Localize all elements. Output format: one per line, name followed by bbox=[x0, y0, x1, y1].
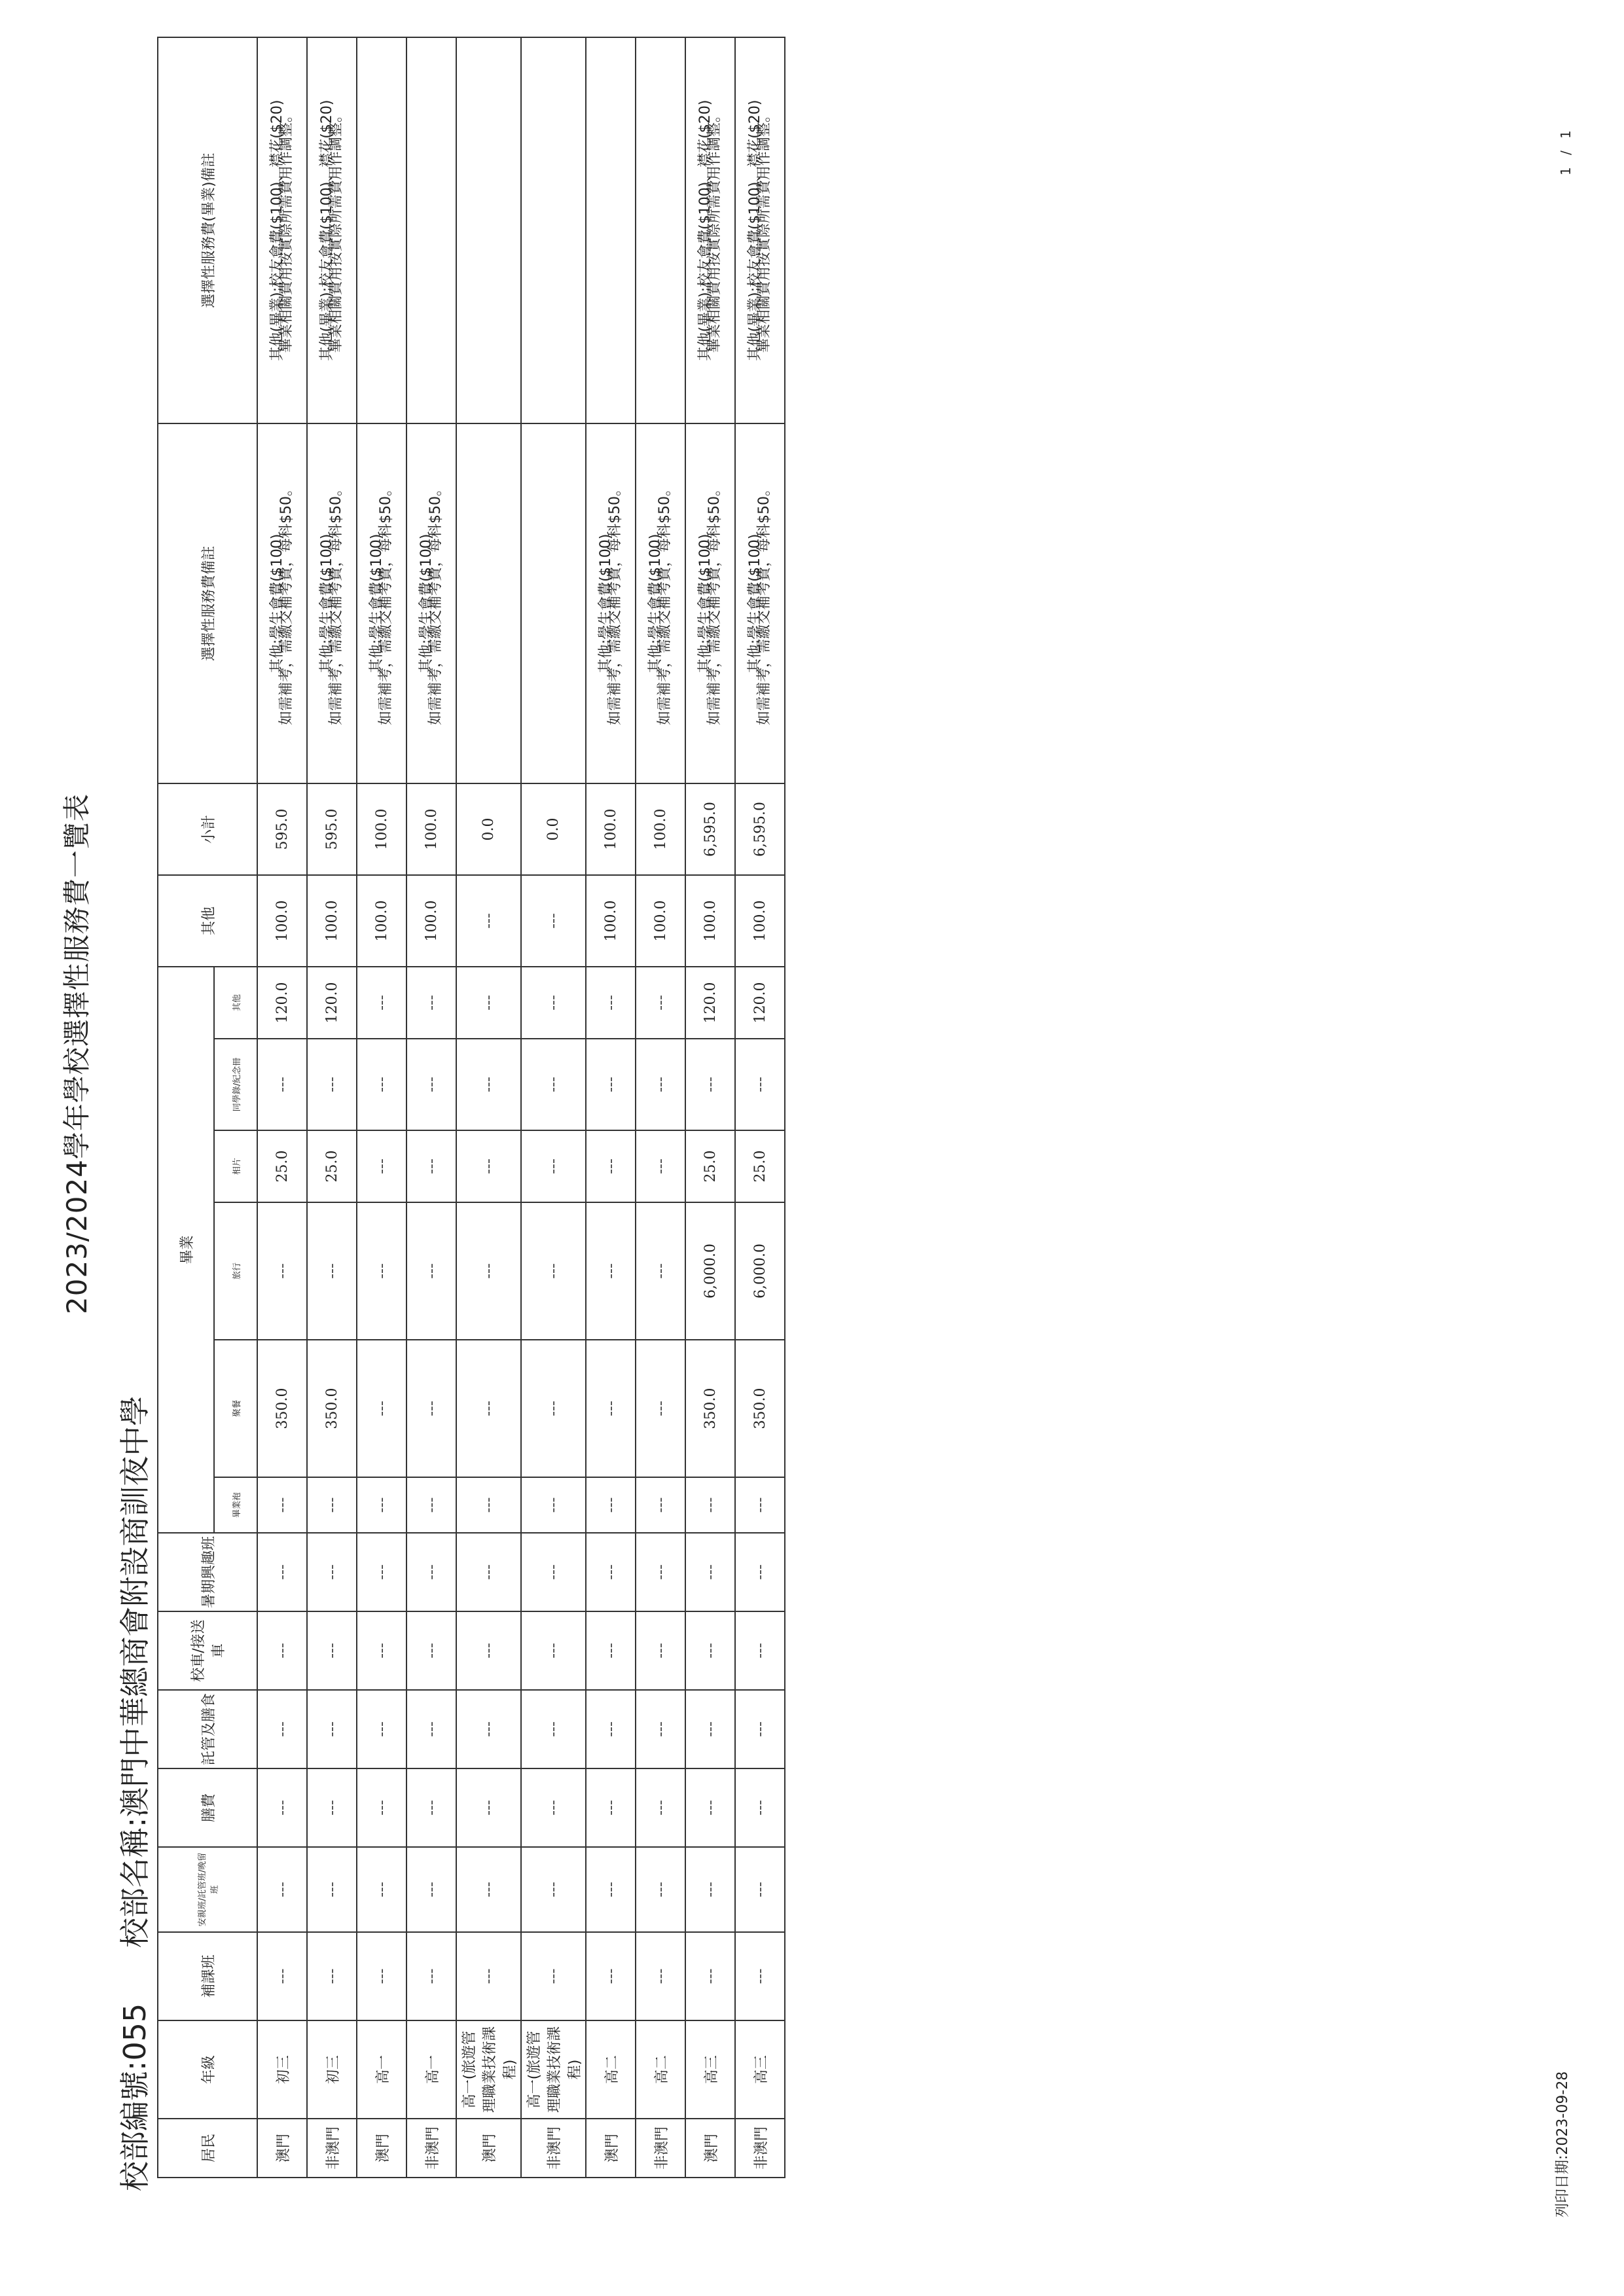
summer-cell: --- bbox=[685, 1533, 735, 1611]
tutorial-cell: --- bbox=[456, 1932, 521, 2020]
tutorial-cell: --- bbox=[685, 1932, 735, 2020]
meal-cell: --- bbox=[685, 1768, 735, 1847]
resident-cell: 非澳門 bbox=[636, 2119, 685, 2178]
tutorial-cell: --- bbox=[257, 1932, 307, 2020]
photo-cell: --- bbox=[586, 1130, 636, 1202]
table-row bbox=[521, 37, 586, 2178]
yearbook-cell: --- bbox=[521, 1039, 586, 1130]
header-note: 選擇性服務費備註 bbox=[158, 423, 257, 783]
care-cell: --- bbox=[357, 1847, 406, 1932]
gown-cell: --- bbox=[456, 1477, 521, 1533]
tutorial-cell: --- bbox=[307, 1932, 357, 2020]
subtotal-cell: 100.0 bbox=[406, 783, 456, 875]
summer-cell: --- bbox=[307, 1533, 357, 1611]
bus-cell: --- bbox=[521, 1611, 586, 1690]
other-cell: 100.0 bbox=[257, 875, 307, 967]
table-row bbox=[636, 37, 685, 2178]
note-cell: 其他:學生會費($100) 如需補考，需繳交補考費，每科$50。 bbox=[307, 423, 357, 783]
table-row bbox=[735, 37, 785, 2178]
note-cell bbox=[456, 423, 521, 783]
header-graduation: 畢業 bbox=[158, 967, 214, 1533]
grad-note-cell bbox=[521, 37, 586, 423]
other-cell: 100.0 bbox=[406, 875, 456, 967]
note-cell: 其他:學生會費($100) 如需補考，需繳交補考費，每科$50。 bbox=[406, 423, 456, 783]
header-photo: 相片 bbox=[214, 1130, 257, 1202]
care-cell: --- bbox=[257, 1847, 307, 1932]
photo-cell: --- bbox=[521, 1130, 586, 1202]
photo-cell: 25.0 bbox=[735, 1130, 785, 1202]
grade-cell: 高一(旅遊管理職業技術課程) bbox=[456, 2020, 521, 2119]
grad-other-cell: 120.0 bbox=[307, 967, 357, 1039]
school-code: 校部編號:055 bbox=[117, 2003, 153, 2191]
trip-cell: --- bbox=[307, 1202, 357, 1340]
grad-note-cell: 其他(畢業):校友會費($100)、襟花($20) 畢業相關費用按實際所需費用作調整。 bbox=[685, 37, 735, 423]
table-row bbox=[357, 37, 406, 2178]
yearbook-cell: --- bbox=[586, 1039, 636, 1130]
summer-cell: --- bbox=[257, 1533, 307, 1611]
tutorial-cell: --- bbox=[735, 1932, 785, 2020]
grad-other-cell: --- bbox=[357, 967, 406, 1039]
grad-note-cell: 其他(畢業):校友會費($100)、襟花($20) 畢業相關費用按實際所需費用作調整。 bbox=[307, 37, 357, 423]
subtotal-cell: 0.0 bbox=[456, 783, 521, 875]
resident-cell: 澳門 bbox=[586, 2119, 636, 2178]
gown-cell: --- bbox=[257, 1477, 307, 1533]
grade-cell: 高三 bbox=[685, 2020, 735, 2119]
note-cell: 其他:學生會費($100) 如需補考，需繳交補考費，每科$50。 bbox=[586, 423, 636, 783]
summer-cell: --- bbox=[406, 1533, 456, 1611]
subtotal-cell: 6,595.0 bbox=[685, 783, 735, 875]
photo-cell: 25.0 bbox=[257, 1130, 307, 1202]
header-childcare: 託管及膳食 bbox=[158, 1690, 257, 1768]
grad-other-cell: 120.0 bbox=[257, 967, 307, 1039]
grade-cell: 初三 bbox=[257, 2020, 307, 2119]
note-cell: 其他:學生會費($100) 如需補考，需繳交補考費，每科$50。 bbox=[636, 423, 685, 783]
grade-cell: 高二 bbox=[636, 2020, 685, 2119]
grad-other-cell: 120.0 bbox=[735, 967, 785, 1039]
trip-cell: --- bbox=[406, 1202, 456, 1340]
subtotal-cell: 100.0 bbox=[586, 783, 636, 875]
grad-note-cell bbox=[406, 37, 456, 423]
grad-other-cell: --- bbox=[586, 967, 636, 1039]
gown-cell: --- bbox=[357, 1477, 406, 1533]
summer-cell: --- bbox=[521, 1533, 586, 1611]
header-trip: 旅行 bbox=[214, 1202, 257, 1340]
bus-cell: --- bbox=[257, 1611, 307, 1690]
subtotal-cell: 6,595.0 bbox=[735, 783, 785, 875]
header-grad-note: 選擇性服務費(畢業)備註 bbox=[158, 37, 257, 423]
note-cell bbox=[521, 423, 586, 783]
tutorial-cell: --- bbox=[406, 1932, 456, 2020]
header-yearbook: 同學錄/紀念冊 bbox=[214, 1039, 257, 1130]
gown-cell: --- bbox=[586, 1477, 636, 1533]
childcare-cell: --- bbox=[685, 1690, 735, 1768]
trip-cell: --- bbox=[257, 1202, 307, 1340]
gown-cell: --- bbox=[406, 1477, 456, 1533]
header-gown: 畢業袍 bbox=[214, 1477, 257, 1533]
dinner-cell: --- bbox=[406, 1340, 456, 1477]
other-cell: 100.0 bbox=[357, 875, 406, 967]
yearbook-cell: --- bbox=[357, 1039, 406, 1130]
grad-note-cell: 其他(畢業):校友會費($100)、襟花($20) 畢業相關費用按實際所需費用作調整。 bbox=[257, 37, 307, 423]
tutorial-cell: --- bbox=[357, 1932, 406, 2020]
care-cell: --- bbox=[586, 1847, 636, 1932]
dinner-cell: --- bbox=[636, 1340, 685, 1477]
gown-cell: --- bbox=[735, 1477, 785, 1533]
fee-table bbox=[157, 37, 785, 2178]
meal-cell: --- bbox=[586, 1768, 636, 1847]
header-grad-other: 其他 bbox=[214, 967, 257, 1039]
grad-note-cell bbox=[357, 37, 406, 423]
trip-cell: --- bbox=[521, 1202, 586, 1340]
summer-cell: --- bbox=[456, 1533, 521, 1611]
grad-other-cell: --- bbox=[456, 967, 521, 1039]
table-row bbox=[456, 37, 521, 2178]
photo-cell: 25.0 bbox=[685, 1130, 735, 1202]
header-care: 安親班/託管班/晚留班 bbox=[158, 1847, 257, 1932]
header-tutorial: 補課班 bbox=[158, 1932, 257, 2020]
dinner-cell: 350.0 bbox=[307, 1340, 357, 1477]
header-meal: 膳費 bbox=[158, 1768, 257, 1847]
childcare-cell: --- bbox=[357, 1690, 406, 1768]
table-row bbox=[586, 37, 636, 2178]
trip-cell: 6,000.0 bbox=[735, 1202, 785, 1340]
tutorial-cell: --- bbox=[521, 1932, 586, 2020]
print-date: 列印日期:2023-09-28 bbox=[1555, 2071, 1571, 2217]
resident-cell: 澳門 bbox=[456, 2119, 521, 2178]
bus-cell: --- bbox=[586, 1611, 636, 1690]
yearbook-cell: --- bbox=[735, 1039, 785, 1130]
childcare-cell: --- bbox=[456, 1690, 521, 1768]
dinner-cell: --- bbox=[357, 1340, 406, 1477]
grad-other-cell: --- bbox=[406, 967, 456, 1039]
bus-cell: --- bbox=[456, 1611, 521, 1690]
childcare-cell: --- bbox=[636, 1690, 685, 1768]
other-cell: 100.0 bbox=[636, 875, 685, 967]
childcare-cell: --- bbox=[307, 1690, 357, 1768]
care-cell: --- bbox=[735, 1847, 785, 1932]
other-cell: 100.0 bbox=[685, 875, 735, 967]
bus-cell: --- bbox=[636, 1611, 685, 1690]
meal-cell: --- bbox=[307, 1768, 357, 1847]
header-bus: 校車/接送車 bbox=[158, 1611, 257, 1690]
gown-cell: --- bbox=[636, 1477, 685, 1533]
tutorial-cell: --- bbox=[636, 1932, 685, 2020]
yearbook-cell: --- bbox=[685, 1039, 735, 1130]
resident-cell: 澳門 bbox=[685, 2119, 735, 2178]
dinner-cell: --- bbox=[586, 1340, 636, 1477]
photo-cell: 25.0 bbox=[307, 1130, 357, 1202]
resident-cell: 非澳門 bbox=[521, 2119, 586, 2178]
grade-cell: 初三 bbox=[307, 2020, 357, 2119]
header-resident: 居民 bbox=[158, 2119, 257, 2178]
resident-cell: 澳門 bbox=[257, 2119, 307, 2178]
dinner-cell: 350.0 bbox=[257, 1340, 307, 1477]
meal-cell: --- bbox=[521, 1768, 586, 1847]
childcare-cell: --- bbox=[521, 1690, 586, 1768]
note-cell: 其他:學生會費($100) 如需補考，需繳交補考費，每科$50。 bbox=[257, 423, 307, 783]
page-number: 1 / 1 bbox=[1558, 126, 1574, 175]
tutorial-cell: --- bbox=[586, 1932, 636, 2020]
dinner-cell: --- bbox=[521, 1340, 586, 1477]
resident-cell: 非澳門 bbox=[735, 2119, 785, 2178]
yearbook-cell: --- bbox=[406, 1039, 456, 1130]
grade-cell: 高一 bbox=[406, 2020, 456, 2119]
page-title: 2023/2024學年學校選擇性服務費一覽表 bbox=[61, 793, 93, 1314]
childcare-cell: --- bbox=[406, 1690, 456, 1768]
note-cell: 其他:學生會費($100) 如需補考，需繳交補考費，每科$50。 bbox=[685, 423, 735, 783]
trip-cell: 6,000.0 bbox=[685, 1202, 735, 1340]
trip-cell: --- bbox=[636, 1202, 685, 1340]
grad-note-cell bbox=[456, 37, 521, 423]
summer-cell: --- bbox=[357, 1533, 406, 1611]
note-cell: 其他:學生會費($100) 如需補考，需繳交補考費，每科$50。 bbox=[357, 423, 406, 783]
meal-cell: --- bbox=[257, 1768, 307, 1847]
trip-cell: --- bbox=[456, 1202, 521, 1340]
resident-cell: 非澳門 bbox=[307, 2119, 357, 2178]
summer-cell: --- bbox=[636, 1533, 685, 1611]
fee-table-body bbox=[257, 37, 785, 2178]
care-cell: --- bbox=[636, 1847, 685, 1932]
school-name: 校部名稱:澳門中華總商會附設商訓夜中學 bbox=[117, 1395, 153, 1948]
meal-cell: --- bbox=[636, 1768, 685, 1847]
grad-other-cell: --- bbox=[636, 967, 685, 1039]
meal-cell: --- bbox=[735, 1768, 785, 1847]
summer-cell: --- bbox=[586, 1533, 636, 1611]
childcare-cell: --- bbox=[735, 1690, 785, 1768]
table-row bbox=[406, 37, 456, 2178]
table-row bbox=[307, 37, 357, 2178]
photo-cell: --- bbox=[636, 1130, 685, 1202]
subtotal-cell: 100.0 bbox=[357, 783, 406, 875]
gown-cell: --- bbox=[685, 1477, 735, 1533]
grad-other-cell: --- bbox=[521, 967, 586, 1039]
summer-cell: --- bbox=[735, 1533, 785, 1611]
grade-cell: 高一 bbox=[357, 2020, 406, 2119]
other-cell: 100.0 bbox=[586, 875, 636, 967]
grad-note-cell: 其他(畢業):校友會費($100)、襟花($20) 畢業相關費用按實際所需費用作調整。 bbox=[735, 37, 785, 423]
yearbook-cell: --- bbox=[257, 1039, 307, 1130]
grad-note-cell bbox=[636, 37, 685, 423]
other-cell: --- bbox=[521, 875, 586, 967]
dinner-cell: 350.0 bbox=[735, 1340, 785, 1477]
meal-cell: --- bbox=[406, 1768, 456, 1847]
care-cell: --- bbox=[307, 1847, 357, 1932]
table-row bbox=[685, 37, 735, 2178]
bus-cell: --- bbox=[406, 1611, 456, 1690]
care-cell: --- bbox=[406, 1847, 456, 1932]
grade-cell: 高二 bbox=[586, 2020, 636, 2119]
header-other: 其他 bbox=[158, 875, 257, 967]
resident-cell: 澳門 bbox=[357, 2119, 406, 2178]
meal-cell: --- bbox=[357, 1768, 406, 1847]
care-cell: --- bbox=[685, 1847, 735, 1932]
subtotal-cell: 595.0 bbox=[257, 783, 307, 875]
childcare-cell: --- bbox=[586, 1690, 636, 1768]
subtotal-cell: 0.0 bbox=[521, 783, 586, 875]
bus-cell: --- bbox=[735, 1611, 785, 1690]
trip-cell: --- bbox=[586, 1202, 636, 1340]
header-subtotal: 小計 bbox=[158, 783, 257, 875]
care-cell: --- bbox=[456, 1847, 521, 1932]
gown-cell: --- bbox=[521, 1477, 586, 1533]
other-cell: --- bbox=[456, 875, 521, 967]
subtotal-cell: 100.0 bbox=[636, 783, 685, 875]
table-row bbox=[257, 37, 307, 2178]
photo-cell: --- bbox=[357, 1130, 406, 1202]
yearbook-cell: --- bbox=[456, 1039, 521, 1130]
photo-cell: --- bbox=[456, 1130, 521, 1202]
subtotal-cell: 595.0 bbox=[307, 783, 357, 875]
childcare-cell: --- bbox=[257, 1690, 307, 1768]
grade-cell: 高三 bbox=[735, 2020, 785, 2119]
gown-cell: --- bbox=[307, 1477, 357, 1533]
grad-note-cell bbox=[586, 37, 636, 423]
yearbook-cell: --- bbox=[307, 1039, 357, 1130]
meal-cell: --- bbox=[456, 1768, 521, 1847]
grade-cell: 高一(旅遊管理職業技術課程) bbox=[521, 2020, 586, 2119]
header-dinner: 聚餐 bbox=[214, 1340, 257, 1477]
header-summer: 暑期興趣班 bbox=[158, 1533, 257, 1611]
bus-cell: --- bbox=[357, 1611, 406, 1690]
other-cell: 100.0 bbox=[307, 875, 357, 967]
note-cell: 其他:學生會費($100) 如需補考，需繳交補考費，每科$50。 bbox=[735, 423, 785, 783]
bus-cell: --- bbox=[307, 1611, 357, 1690]
care-cell: --- bbox=[521, 1847, 586, 1932]
school-info bbox=[111, 1396, 154, 2191]
other-cell: 100.0 bbox=[735, 875, 785, 967]
dinner-cell: --- bbox=[456, 1340, 521, 1477]
yearbook-cell: --- bbox=[636, 1039, 685, 1130]
resident-cell: 非澳門 bbox=[406, 2119, 456, 2178]
trip-cell: --- bbox=[357, 1202, 406, 1340]
dinner-cell: 350.0 bbox=[685, 1340, 735, 1477]
header-grade: 年級 bbox=[158, 2020, 257, 2119]
grad-other-cell: 120.0 bbox=[685, 967, 735, 1039]
photo-cell: --- bbox=[406, 1130, 456, 1202]
bus-cell: --- bbox=[685, 1611, 735, 1690]
